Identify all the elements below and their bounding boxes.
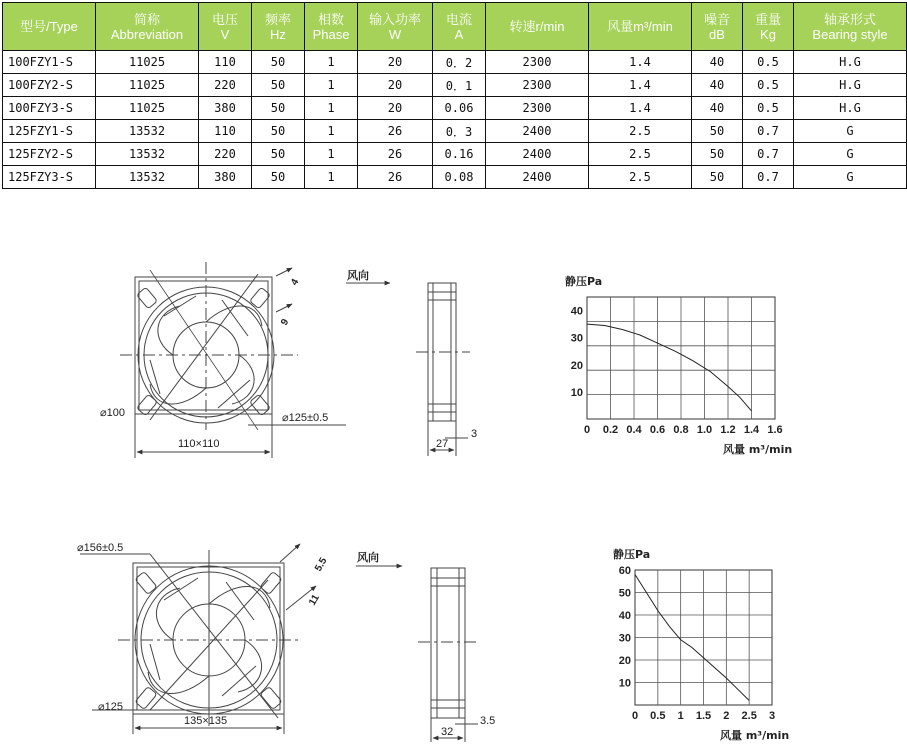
table-cell: 1.4 [589,74,692,97]
x-tick-label: 3 [768,710,776,722]
y-tick-label: 20 [618,655,631,667]
table-cell: 2.5 [589,120,692,143]
table-cell: G [794,143,907,166]
table-cell: 0.7 [743,120,794,143]
table-cell: 2400 [486,120,589,143]
column-header-label: 简称 [133,11,160,27]
x-tick-label: 1.6 [767,424,783,436]
table-cell: 100FZY2-S [3,74,96,97]
table-cell: 13532 [96,166,199,189]
pressure-flow-chart-100 [565,274,792,456]
table-cell: 50 [252,120,305,143]
fan-125-ring-dim: ⌀156±0.5 [77,542,124,554]
table-cell: 100FZY3-S [3,97,96,120]
table-cell: 0.7 [743,166,794,189]
table-cell: 0.16 [433,143,486,166]
column-header-label: 转速r/min [509,19,565,34]
table-cell: 220 [199,143,252,166]
column-header-unit: Phase [312,26,350,42]
y-tick-label: 40 [618,610,631,622]
table-cell: 2400 [486,143,589,166]
y-axis-label: 静压Pa [613,548,651,561]
x-tick-label: 1.5 [695,710,712,722]
x-tick-label: 0.6 [649,424,666,436]
x-tick-label: 0.4 [626,424,642,436]
table-cell: 50 [692,143,743,166]
table-cell: 1 [305,120,358,143]
x-tick-label: 1 [677,710,684,722]
y-tick-label: 10 [570,386,583,399]
table-cell: 125FZY2-S [3,143,96,166]
column-header-label: 型号/Type [20,19,78,34]
table-cell: 1.4 [589,51,692,74]
table-cell: 50 [252,143,305,166]
table-cell: 1.4 [589,97,692,120]
x-axis-label: 风量 m³/min [720,729,790,742]
table-cell: 1 [305,51,358,74]
table-cell: 1 [305,97,358,120]
table-cell: 50 [252,166,305,189]
table-cell: 0.5 [743,74,794,97]
table-cell: 11025 [96,74,199,97]
table-cell: 125FZY3-S [3,166,96,189]
y-tick-label: 60 [618,565,631,577]
table-cell: 0．3 [433,120,486,143]
table-cell: 0.5 [743,97,794,120]
table-cell: 2.5 [589,143,692,166]
y-axis-label: 静压Pa [565,275,603,288]
fan-125-mount-dim: 5.5 [313,555,330,574]
table-cell: 2400 [486,166,589,189]
table-cell: 1 [305,166,358,189]
fan-125-flange-dim: 3.5 [480,715,496,727]
table-cell: 1 [305,74,358,97]
table-cell: 220 [199,74,252,97]
table-cell: 380 [199,97,252,120]
column-header-unit: Kg [760,26,776,42]
y-tick-label: 20 [570,359,583,372]
fan-125-side-view [356,566,478,742]
table-cell: H.G [794,74,907,97]
fan-100-ring-dim: ⌀125±0.5 [282,412,329,424]
table-cell: 11025 [96,51,199,74]
table-cell: 1 [305,143,358,166]
column-header-label: 电压 [211,11,238,27]
fan-125-hole-dim: ⌀125 [98,701,123,713]
table-cell: 2300 [486,51,589,74]
table-cell: 50 [252,74,305,97]
fan-100-mount-dim: 4 [289,277,302,288]
y-tick-label: 50 [618,587,631,600]
x-tick-label: 0.5 [650,710,666,722]
table-cell: 40 [692,51,743,74]
column-header-label: 输入功率 [368,11,421,27]
table-cell: 2300 [486,74,589,97]
fan-100-airflow-label: 风向 [347,269,369,282]
x-tick-label: 2 [723,710,730,722]
table-cell: 100FZY1-S [3,51,96,74]
table-cell: 26 [358,143,433,166]
fan-100-depth-dim: 27 [436,438,449,450]
table-cell: G [794,166,907,189]
y-tick-label: 30 [618,632,631,645]
table-cell: 20 [358,51,433,74]
x-tick-label: 1.4 [743,424,760,436]
column-header-label: 风量m³/min [607,19,673,34]
column-header-unit: V [220,26,230,42]
table-cell: 2300 [486,97,589,120]
column-header-unit: A [454,26,464,42]
y-tick-label: 30 [570,332,583,345]
x-tick-label: 1.0 [696,424,713,436]
fan-125-depth-dim: 32 [441,726,454,738]
x-tick-label: 0.2 [602,424,619,436]
series-line [587,324,752,411]
table-cell: 0．2 [433,51,486,74]
table-cell: 110 [199,120,252,143]
pressure-flow-chart-125 [613,547,789,742]
table-cell: 0．1 [433,74,486,97]
column-header-label: 重量 [754,11,781,27]
x-tick-label: 1.2 [720,424,736,436]
column-header-label: 频率 [264,11,291,27]
table-cell: 125FZY1-S [3,120,96,143]
x-tick-label: 0.8 [673,424,689,436]
table-cell: 50 [252,97,305,120]
table-cell: 11025 [96,97,199,120]
column-header-unit: Bearing style [812,26,888,42]
fan-100-side-view [346,283,470,456]
fan-125-airflow-label: 风向 [357,551,379,564]
fan-125-width-dim: 135×135 [184,715,228,727]
x-tick-label: 2.5 [741,710,757,722]
table-cell: 2.5 [589,166,692,189]
column-header-unit: W [388,26,402,42]
table-cell: 50 [692,120,743,143]
y-tick-label: 10 [618,677,631,690]
y-tick-label: 40 [570,305,583,318]
table-cell: 20 [358,97,433,120]
fan-100-width-dim: 110×110 [178,438,220,450]
table-cell: 40 [692,97,743,120]
table-cell: 20 [358,74,433,97]
table-cell: 26 [358,166,433,189]
table-cell: 26 [358,120,433,143]
table-cell: H.G [794,97,907,120]
column-header-label: 相数 [317,11,344,27]
fan-100-front-view [120,262,346,458]
x-tick-label: 0 [631,710,639,722]
table-cell: 0.7 [743,143,794,166]
column-header-label: 噪音 [703,11,730,27]
table-cell: 0.5 [743,51,794,74]
fan-100-flange-dim: 3 [471,428,478,440]
table-cell: 110 [199,51,252,74]
fan-100-offset-dim: 9 [279,317,292,328]
table-cell: 13532 [96,143,199,166]
column-header-unit: Abbreviation [110,26,184,42]
column-header-unit: dB [709,26,725,42]
table-cell: G [794,120,907,143]
x-tick-label: 0 [583,424,591,436]
table-cell: 50 [692,166,743,189]
x-axis-label: 风量 m³/min [723,443,793,456]
table-cell: 50 [252,51,305,74]
column-header-unit: Hz [270,26,286,42]
table-cell: 0.08 [433,166,486,189]
fan-125-offset-dim: 11 [307,592,322,608]
column-header-label: 电流 [445,11,472,27]
column-header-label: 轴承形式 [823,11,876,27]
fan-100-hole-dim: ⌀100 [100,407,125,419]
table-cell: 40 [692,74,743,97]
table-cell: H.G [794,51,907,74]
table-cell: 13532 [96,120,199,143]
table-cell: 380 [199,166,252,189]
table-cell: 0.06 [433,97,486,120]
